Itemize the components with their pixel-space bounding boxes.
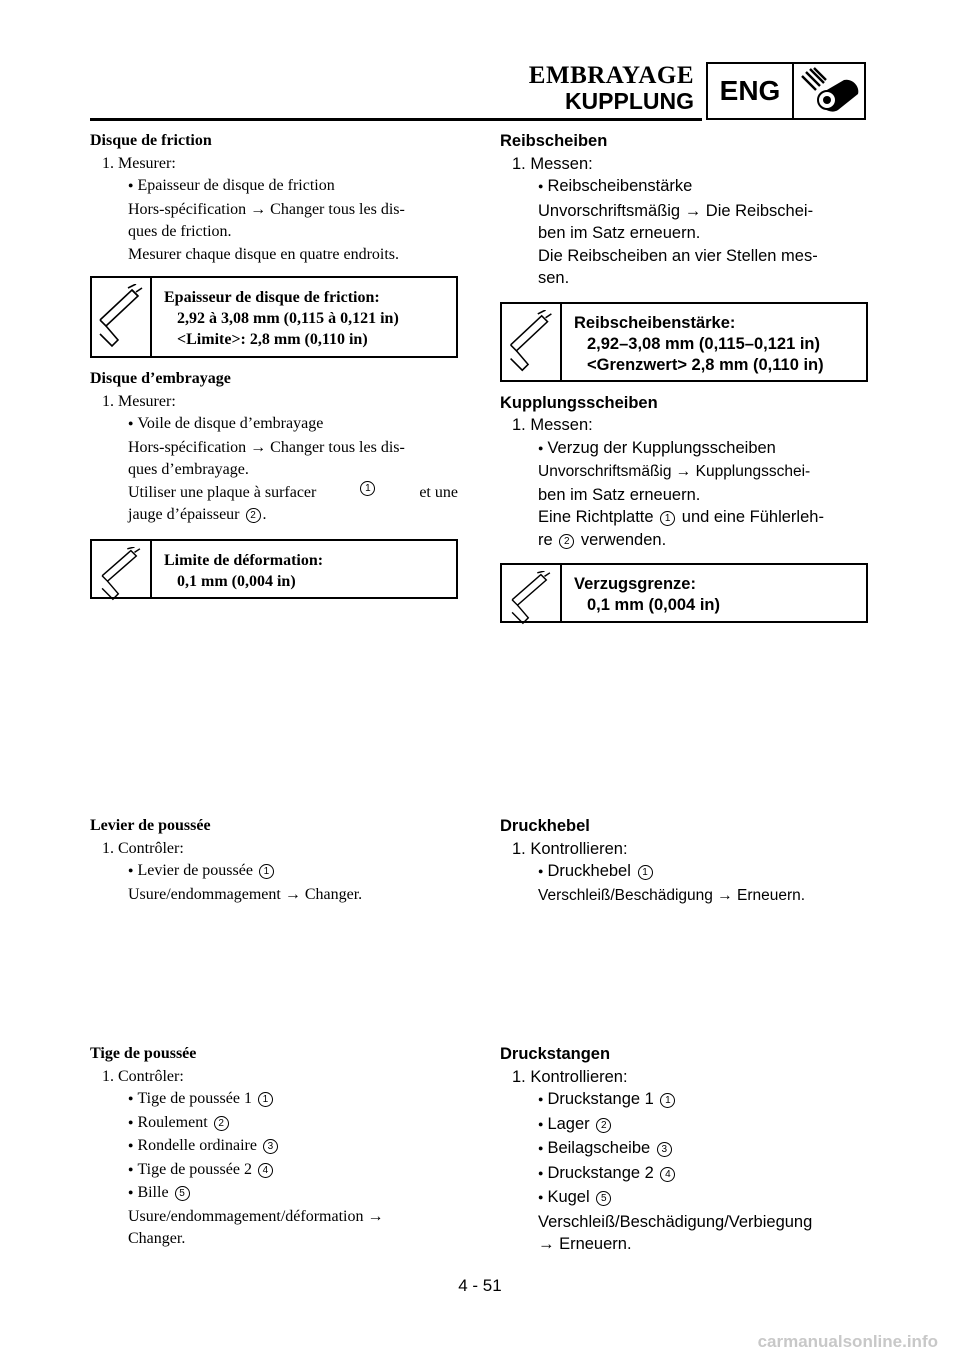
ref-number: 1 — [638, 865, 653, 880]
spec-title: Limite de déformation: — [164, 551, 324, 569]
text-fragment: Tige de poussée 2 — [137, 1160, 252, 1178]
ref-number: 5 — [596, 1191, 611, 1206]
text-fragment: . — [262, 506, 267, 523]
body-text: ques d’embrayage. — [128, 461, 249, 478]
bullet-item — [500, 1162, 868, 1187]
bullet-item — [90, 1088, 458, 1112]
text-fragment: jauge d’épaisseur — [128, 506, 240, 523]
spec-title: Verzugsgrenze: — [574, 575, 696, 593]
column-german-bottom — [500, 1043, 868, 1256]
body-text: sen. — [538, 269, 570, 287]
body-text — [500, 506, 868, 529]
body-text: ques de friction. — [128, 223, 232, 240]
bullet-item: ● Epaisseur de disque de friction — [90, 175, 458, 199]
spec-value: 2,92–3,08 mm (0,115–0,121 in) — [587, 334, 820, 353]
spec-box — [90, 539, 458, 599]
text-fragment: Bille — [137, 1184, 169, 1201]
bullet-item — [90, 1159, 458, 1183]
ref-number: 1 — [258, 1092, 273, 1107]
text-fragment: und eine Fühlerleh- — [681, 508, 824, 526]
heading-druckstangen: Druckstangen — [500, 1045, 611, 1063]
bullet-item — [500, 1186, 868, 1211]
bullet-item — [500, 1113, 868, 1138]
heading-reibscheiben: Reibscheiben — [500, 132, 608, 150]
header-rule — [90, 118, 702, 121]
heading-druckhebel: Druckhebel — [500, 817, 590, 835]
step-text: 1. Mesurer: — [102, 154, 176, 172]
text-fragment: Rondelle ordinaire — [137, 1137, 257, 1154]
bullet-item — [90, 1182, 458, 1206]
ref-number: 1 — [360, 481, 375, 496]
column-german-lower — [500, 815, 868, 907]
bullet-item — [90, 1135, 458, 1159]
bullet-item: ● Reibscheibenstärke — [500, 175, 868, 200]
spec-box — [500, 563, 868, 623]
body-text: Die Reibscheiben an vier Stellen mes- — [538, 246, 818, 265]
text-fragment: verwenden. — [580, 530, 667, 549]
spec-value: 2,92 à 3,08 mm (0,115 à 0,121 in) — [177, 310, 399, 327]
text-fragment: Lager — [547, 1114, 590, 1133]
ref-number: 4 — [660, 1167, 675, 1182]
watermark: carmanualsonline.info — [757, 1332, 938, 1351]
step-text: 1. Messen: — [512, 154, 593, 173]
spec-value: 0,1 mm (0,004 in) — [177, 572, 296, 590]
ref-number: 2 — [246, 508, 261, 523]
spec-title: Reibscheibenstärke: — [574, 313, 736, 332]
ref-number: 1 — [660, 511, 675, 526]
caliper-icon — [502, 304, 562, 380]
body-text: Hors-spécification → Changer tous les dis- — [128, 438, 405, 456]
eng-badge — [706, 62, 866, 120]
body-text: Verschleiß/Beschädigung → Erneuern. — [538, 886, 806, 904]
spec-title: Epaisseur de disque de friction: — [164, 289, 380, 306]
body-text — [500, 529, 868, 552]
engine-piston-icon — [794, 66, 864, 116]
bullet-item — [90, 1112, 458, 1136]
spec-value: 0,1 mm (0,004 in) — [587, 596, 720, 614]
text-fragment: Levier de poussée — [137, 862, 253, 879]
body-text: Verschleiß/Beschädigung/Verbiegung — [538, 1212, 813, 1231]
bullet-item — [500, 1088, 868, 1113]
body-text: ben im Satz erneuern. — [538, 485, 701, 504]
column-german — [500, 130, 868, 633]
ref-number: 3 — [263, 1139, 278, 1154]
bullet-item — [90, 860, 458, 884]
bullet-item: ● Verzug der Kupplungsscheiben — [500, 437, 868, 462]
ref-number: 2 — [559, 534, 574, 549]
body-text: Changer. — [128, 1230, 186, 1247]
bullet-item — [500, 860, 868, 885]
text-fragment: Druckhebel — [547, 862, 631, 880]
heading-kupplungsscheiben: Kupplungsscheiben — [500, 393, 658, 412]
text-fragment: et une — [419, 483, 458, 501]
body-text — [90, 482, 458, 505]
ref-number: 2 — [596, 1118, 611, 1133]
section-title-de: KUPPLUNG — [564, 88, 694, 114]
text-fragment: Beilagscheibe — [547, 1139, 651, 1157]
ref-number: 3 — [657, 1142, 672, 1157]
body-text: Unvorschriftsmäßig → Kupplungsschei- — [538, 463, 811, 480]
caliper-icon — [92, 541, 152, 597]
body-text: Hors-spécification → Changer tous les dis- — [128, 200, 405, 218]
column-french — [90, 130, 458, 609]
body-text: Usure/endommagement → Changer. — [128, 885, 363, 903]
page-number: 4 - 51 — [458, 1276, 502, 1295]
step-text: 1. Mesurer: — [102, 392, 176, 410]
heading-disque-friction: Disque de friction — [90, 132, 212, 149]
text-fragment: Druckstange 1 — [547, 1090, 654, 1108]
step-text: 1. Contrôler: — [102, 1067, 184, 1085]
ref-number: 1 — [259, 864, 274, 879]
body-text: Unvorschriftsmäßig → Die Reibschei- — [538, 201, 814, 220]
text-fragment: Tige de poussée 1 — [137, 1090, 252, 1107]
text-fragment: Utiliser une plaque à surfacer — [128, 483, 317, 501]
step-text: 1. Contrôler: — [102, 839, 184, 857]
bullet-item — [500, 1137, 868, 1162]
text-fragment: Roulement — [137, 1113, 208, 1131]
heading-disque-embrayage: Disque d’embrayage — [90, 370, 231, 387]
heading-levier-poussee: Levier de poussée — [90, 817, 211, 834]
step-text: 1. Messen: — [512, 416, 593, 434]
eng-badge-label: ENG — [708, 64, 794, 118]
ref-number: 5 — [175, 1186, 190, 1201]
spec-limit: <Limite>: 2,8 mm (0,110 in) — [177, 331, 368, 348]
body-text — [90, 504, 458, 527]
body-text: Usure/endommagement/déformation → — [128, 1207, 384, 1225]
text-fragment: Eine Richtplatte — [538, 508, 654, 526]
ref-number: 1 — [660, 1093, 675, 1108]
body-text: ben im Satz erneuern. — [538, 224, 701, 242]
bullet-item: ● Voile de disque d’embrayage — [90, 413, 458, 437]
spec-limit: <Grenzwert> 2,8 mm (0,110 in) — [587, 355, 824, 374]
step-text: 1. Kontrollieren: — [512, 1067, 628, 1086]
ref-number: 2 — [214, 1116, 229, 1131]
column-french-bottom — [90, 1043, 458, 1251]
column-french-lower — [90, 815, 458, 906]
caliper-icon — [92, 278, 152, 356]
text-fragment: Kugel — [547, 1188, 590, 1206]
spec-box — [90, 276, 458, 358]
step-text: 1. Kontrollieren: — [512, 839, 628, 858]
body-text: → Erneuern. — [538, 1235, 632, 1253]
text-fragment: re — [538, 530, 553, 549]
section-title-fr: EMBRAYAGE — [528, 62, 694, 89]
body-text: Mesurer chaque disque en quatre endroits. — [128, 245, 400, 263]
spec-box — [500, 302, 868, 382]
caliper-icon — [502, 565, 562, 621]
ref-number: 4 — [258, 1163, 273, 1178]
text-fragment: Druckstange 2 — [547, 1163, 654, 1182]
heading-tige-poussee: Tige de poussée — [90, 1045, 197, 1062]
